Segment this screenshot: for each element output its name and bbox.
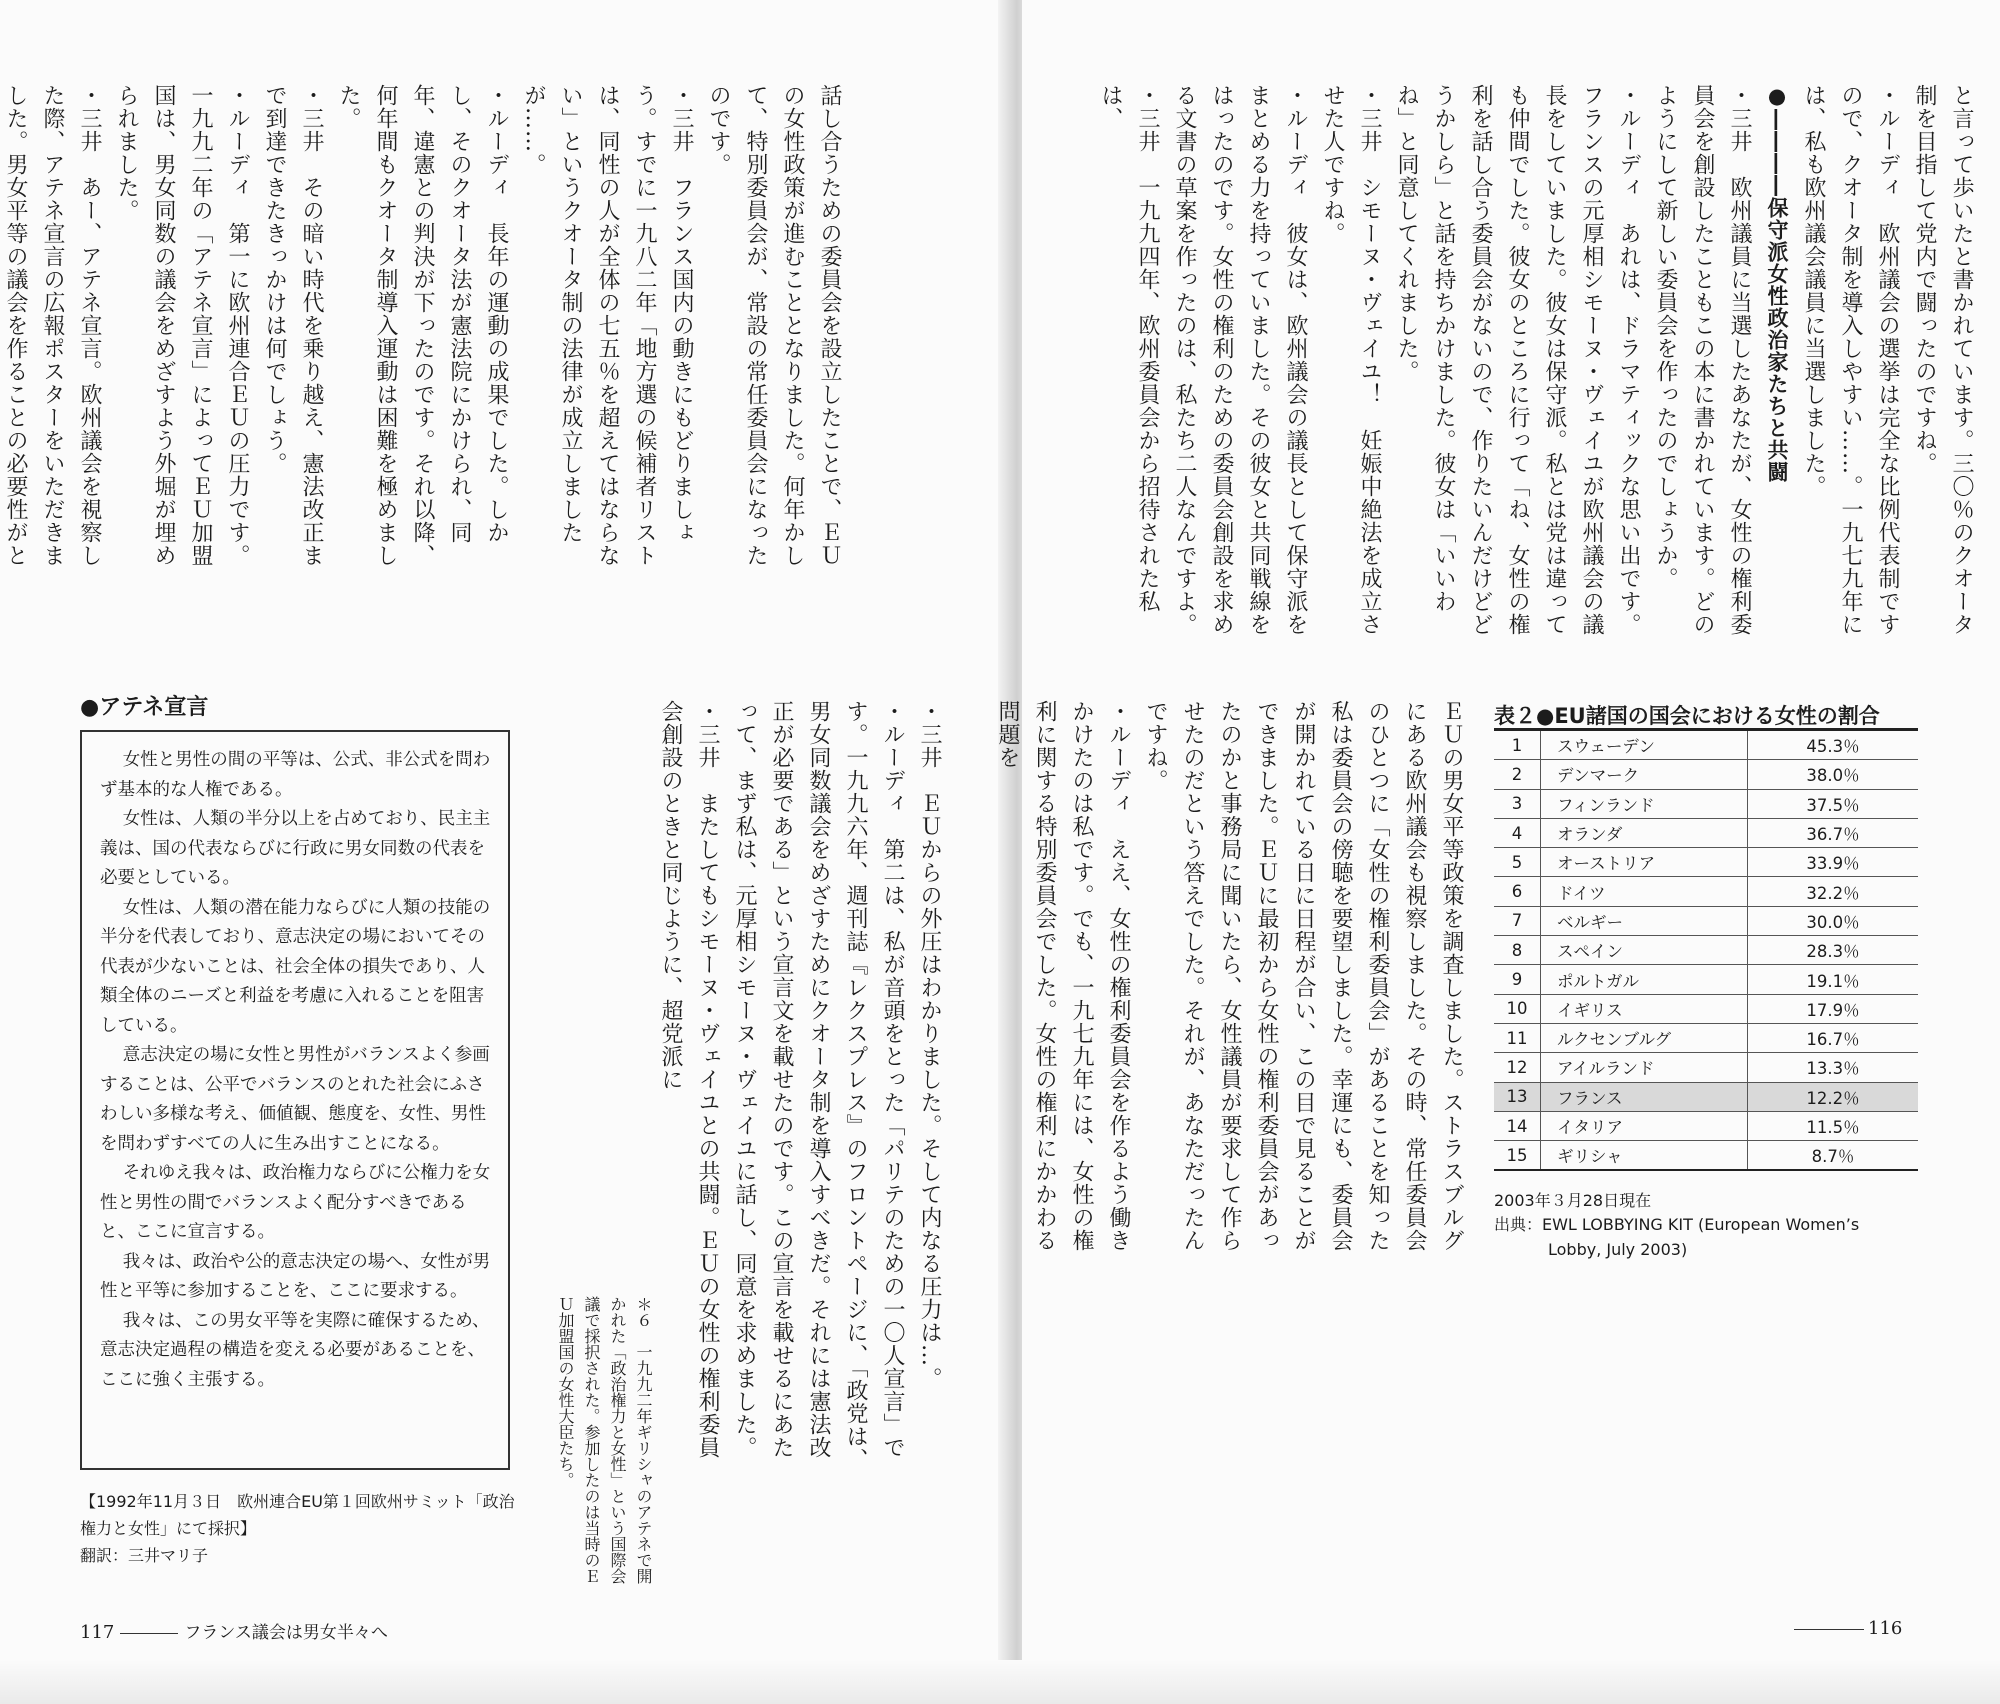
percent-cell: 19.1％ — [1748, 965, 1919, 994]
footnote-text: ＊６ 一九九二年ギリシャのアテネで開かれた「政治権力と女性」という国際会議で採択された。参加したのは当時のＥＵ加盟国の女性大臣たち。 — [556, 1296, 653, 1584]
percent-cell: 17.9％ — [1748, 994, 1919, 1023]
table-row — [1494, 730, 1918, 760]
percent-cell: 45.3％ — [1748, 730, 1919, 760]
table-row — [1494, 789, 1918, 818]
rank-cell: 12 — [1494, 1053, 1541, 1082]
table-row — [1494, 1111, 1918, 1140]
rank-cell: 7 — [1494, 906, 1541, 935]
table-title: 表２●EU諸国の国会における女性の割合 — [1494, 704, 1880, 728]
right-lower-paragraph-2: ・ルーディ ええ、女性の権利委員会を作るよう働きかけたのは私です。でも、一九七九年には、女性の権利に関する特別委員会でした。女性の権利にかかわる問題を — [995, 700, 1131, 1252]
table-source-line2: Lobby, July 2003) — [1548, 1240, 1688, 1259]
country-cell: ポルトガル — [1541, 965, 1748, 994]
country-cell: オーストリア — [1541, 848, 1748, 877]
right-lower-text — [995, 700, 1470, 1260]
rank-cell: 14 — [1494, 1111, 1541, 1140]
percent-cell: 8.7％ — [1748, 1141, 1919, 1171]
country-cell: フィンランド — [1541, 789, 1748, 818]
right-folio — [1794, 1618, 1902, 1639]
right-page-number: 116 — [1868, 1618, 1903, 1639]
right-lower-paragraph-1: ＥＵの男女平等政策を調査しました。ストラスブルグにある欧州議会も視察しました。その時、常任委員会のひとつに「女性の権利委員会」があることを知った私は委員会の傍聴を要望しました。幸運にも、委員会が開かれている日に日程が合い、この目で見ることができました。ＥＵに最初から女性の権利委員会があったのかと事務局に聞いたら、女性議員が要求して作らせたのだという答えでした。それが、あなただったんですね。 — [1143, 700, 1464, 1252]
right-paragraph-6: ・三井 シモーヌ・ヴェイユ！ 妊娠中絶法を成立させた人ですね。 — [1320, 84, 1382, 636]
left-paragraph-3: ・ルーディ 長年の運動の成果でした。しかし、そのクオータ法が憲法院にかけられ、同年、違憲との判決が下ったのです。それ以降、何年間もクオータ制導入運動は困難を極めました。 — [336, 84, 509, 567]
rank-cell: 2 — [1494, 760, 1541, 789]
athens-source-translator: 翻訳：三井マリ子 — [80, 1546, 209, 1565]
table-date-note: 2003年３月28日現在 — [1494, 1191, 1652, 1210]
left-lower-paragraph-1: ・三井 ＥＵからの外圧はわかりました。そして内なる圧力は…。 — [917, 700, 942, 1390]
country-cell: デンマーク — [1541, 760, 1748, 789]
left-folio — [80, 1618, 388, 1643]
athens-paragraph-6: 我々は、政治や公的意志決定の場へ、女性が男性と平等に参加することを、ここに要求する。 — [100, 1251, 491, 1301]
athens-source-adoption: 【1992年11月３日 欧州連合EU第１回欧州サミット「政治権力と女性」にて採択】 — [80, 1492, 515, 1538]
rank-cell: 11 — [1494, 1023, 1541, 1052]
rank-cell: 5 — [1494, 848, 1541, 877]
country-cell: スウェーデン — [1541, 730, 1748, 760]
table-row — [1494, 877, 1918, 906]
left-upper-text — [3, 84, 848, 582]
table-row — [1494, 965, 1918, 994]
left-paragraph-5: ・ルーディ 第一に欧州連合ＥＵの圧力です。一九九二年の「アテネ宣言」によってＥＵ加盟国は、男女同数の議会をめざすよう外堀が埋められました。 — [114, 84, 250, 567]
table-source — [1494, 1212, 1934, 1262]
rank-cell: 15 — [1494, 1141, 1541, 1171]
left-lower-paragraph-3: ・三井 またしてもシモーヌ・ヴェイユとの共闘。ＥＵの女性の権利委員会創設のときと同じように、超党派に — [658, 700, 720, 1459]
table-row — [1494, 994, 1918, 1023]
women-in-parliament-table — [1494, 728, 1918, 1171]
table-row — [1494, 818, 1918, 847]
athens-declaration-box — [80, 730, 510, 1470]
country-cell: ギリシャ — [1541, 1141, 1748, 1171]
country-cell: イギリス — [1541, 994, 1748, 1023]
table-row — [1494, 1023, 1918, 1052]
table-row — [1494, 848, 1918, 877]
athens-declaration-title: ●アテネ宣言 — [80, 695, 209, 720]
rank-cell: 10 — [1494, 994, 1541, 1023]
rank-cell: 3 — [1494, 789, 1541, 818]
percent-cell: 36.7％ — [1748, 818, 1919, 847]
country-cell: スペイン — [1541, 936, 1748, 965]
rank-cell: 4 — [1494, 818, 1541, 847]
country-cell: アイルランド — [1541, 1053, 1748, 1082]
table-row — [1494, 906, 1918, 935]
athens-paragraph-7: 我々は、この男女平等を実際に確保するため、意志決定過程の構造を変える必要があることを、ここに強く主張する。 — [100, 1310, 490, 1390]
right-upper-text — [1040, 84, 1980, 644]
folio-rule — [1794, 1629, 1864, 1630]
table-row — [1494, 760, 1918, 789]
folio-rule — [120, 1633, 178, 1634]
right-paragraph-4: ・三井 欧州議員に当選したあなたが、女性の権利委員会を創設したこともこの本に書かれています。どのようにして新しい委員会を作ったのでしょうか。 — [1653, 84, 1752, 636]
athens-paragraph-2: 女性は、人類の半分以上を占めており、民主主義は、国の代表ならびに行政に男女同数の代表を必要としている。 — [100, 809, 491, 888]
athens-source — [80, 1488, 520, 1569]
right-paragraph-7: ・ルーディ 彼女は、欧州議会の議長として保守派をまとめる力を持っていました。その彼女と共同戦線をはったのです。女性の権利のための委員会創設を求める文書の草案を作ったのは、私たち二人なんですよ。 — [1172, 84, 1308, 636]
athens-paragraph-3: 女性は、人類の潜在能力ならびに人類の技能の半分を代表しており、意志決定の場においてその代表が少ないことは、社会全体の損失であり、人類全体のニーズと利益を考慮に入れることを阻害している。 — [100, 897, 491, 1036]
rank-cell: 6 — [1494, 877, 1541, 906]
percent-cell: 32.2％ — [1748, 877, 1919, 906]
left-paragraph-2: ・三井 フランス国内の動きにもどりましょう。すでに一九八二年「地方選の候補者リストは、同性の人が全体の七五％を超えてはならない」というクオータ制の法律が成立しましたが……。 — [521, 84, 694, 567]
country-cell: ルクセンブルグ — [1541, 1023, 1748, 1052]
right-paragraph-3: ●――――保守派女性政治家たちと共闘 — [1765, 84, 1789, 483]
page-bottom-edge — [0, 1660, 2000, 1704]
right-paragraph-5: ・ルーディ あれは、ドラマティックな思い出です。フランスの元厚相シモーヌ・ヴェイユが欧州議会の議長をしていました。彼女は保守派。私とは党は違っても仲間でした。彼女のところに行って「ね、女性の権利を話し合う委員会がないので、作りたいんだけどどうかしら」と話を持ちかけました。彼女は「いいわね」と同意してくれました。 — [1394, 84, 1641, 636]
country-cell: オランダ — [1541, 818, 1748, 847]
table-source-line1: 出典：EWL LOBBYING KIT (European Women’s — [1494, 1215, 1860, 1234]
percent-cell: 11.5％ — [1748, 1111, 1919, 1140]
percent-cell: 28.3％ — [1748, 936, 1919, 965]
running-title: フランス議会は男女半々へ — [184, 1623, 388, 1643]
percent-cell: 12.2％ — [1748, 1082, 1919, 1111]
rank-cell: 13 — [1494, 1082, 1541, 1111]
percent-cell: 16.7％ — [1748, 1023, 1919, 1052]
rank-cell: 8 — [1494, 936, 1541, 965]
percent-cell: 13.3％ — [1748, 1053, 1919, 1082]
table-row — [1494, 1141, 1918, 1171]
table-row — [1494, 936, 1918, 965]
right-paragraph-1: と言って歩いたと書かれています。三〇％のクオータ制を目指して党内で闘ったのですね。 — [1912, 84, 1974, 636]
table-row — [1494, 1053, 1918, 1082]
country-cell: イタリア — [1541, 1111, 1748, 1140]
left-paragraph-6: ・三井 あー、アテネ宣言。欧州議会を視察した際、アテネ宣言の広報ポスターをいただきました。男女平等の議会を作ることの必要性がと — [3, 84, 102, 567]
athens-paragraph-1: 女性と男性の間の平等は、公式、非公式を問わず基本的な人権である。 — [100, 750, 491, 800]
right-paragraph-8: ・三井 一九九四年、欧州委員会から招待された私は、 — [1098, 84, 1160, 613]
country-cell: ベルギー — [1541, 906, 1748, 935]
percent-cell: 37.5％ — [1748, 789, 1919, 818]
country-cell: フランス — [1541, 1082, 1748, 1111]
left-paragraph-1: 話し合うための委員会を設立したことで、ＥＵの女性政策が進むこととなりました。何年かして、特別委員会が、常設の常任委員会になったのです。 — [706, 84, 842, 567]
left-page-number: 117 — [80, 1622, 115, 1643]
rank-cell: 1 — [1494, 730, 1541, 760]
table-row — [1494, 1082, 1918, 1111]
left-paragraph-4: ・三井 その暗い時代を乗り越え、憲法改正まで到達できたきっかけは何でしょう。 — [262, 84, 324, 567]
percent-cell: 30.0％ — [1748, 906, 1919, 935]
rank-cell: 9 — [1494, 965, 1541, 994]
country-cell: ドイツ — [1541, 877, 1748, 906]
athens-paragraph-4: 意志決定の場に女性と男性がバランスよく参画することは、公平でバランスのとれた社会にふさわしい多様な考え、価値観、態度を、女性、男性を問わずすべての人に生み出すことになる。 — [100, 1045, 490, 1154]
percent-cell: 33.9％ — [1748, 848, 1919, 877]
percent-cell: 38.0％ — [1748, 760, 1919, 789]
footnote-6 — [536, 1296, 656, 1596]
left-lower-paragraph-2: ・ルーディ 第二は、私が音頭をとった「パリテのための一〇人宣言」です。一九九六年、週刊誌『レクスプレス』のフロントページに、「政党は、男女同数議会をめざすためにクオータ制を導入すべきだ。それには憲法改正が必要である」という宣言文を載せたのです。この宣言を載せるにあたって、まず私は、元厚相シモーヌ・ヴェイユに話し、同意を求めました。 — [732, 700, 905, 1471]
right-paragraph-2: ・ルーディ 欧州議会の選挙は完全な比例代表制ですので、クオータ制を導入しやすい……。一九七九年には、私も欧州議会議員に当選しました。 — [1801, 84, 1900, 636]
athens-paragraph-5: それゆえ我々は、政治権力ならびに公権力を女性と男性の間でバランスよく配分すべきであると、ここに宣言する。 — [100, 1163, 491, 1242]
